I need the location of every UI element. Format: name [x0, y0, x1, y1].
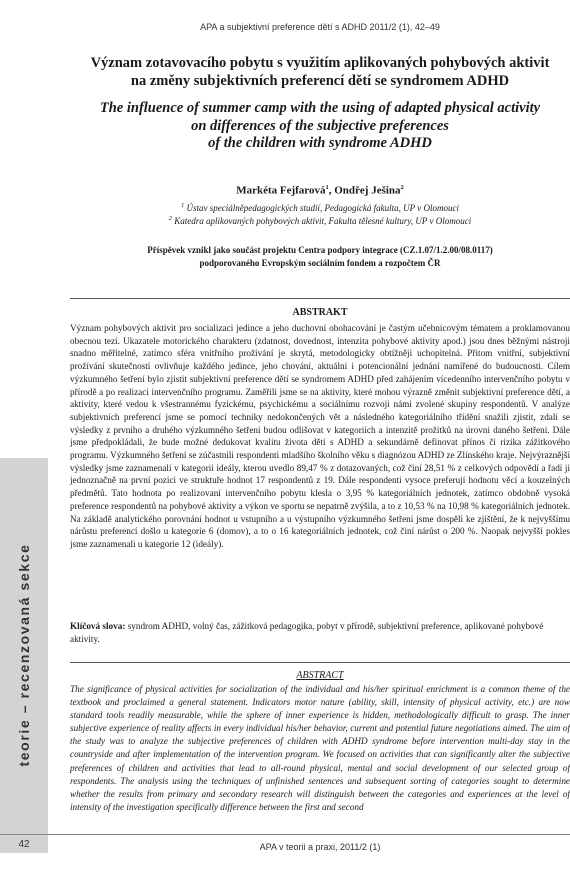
- affiliation: [70, 215, 570, 226]
- divider: [70, 298, 570, 299]
- author-affil-mark: 2: [400, 184, 404, 191]
- abstract-english: The significance of physical activities for socialization of the individual and his/her spiritual enrichment is a common theme of the textbook and proclaimed a general statement. Indicators motor nature (ability, skill, intensity of physical activity, etc.) are now standard tools readily measurable, while the sphere of inner experience is hidden, methodologically difficult to grasp. The inner subjective experience of reality affects in every individual his/her behavior, current and potential future negotiations aimed. The aim of the study was to analyze the subjective preferences of children with ADHD syndrome before intervention multi-day stay in the countryside and after implementation of the intervention program. We focused on activities that can significantly alter the subjective preferences of children and activities that lead to all-round physical, mental and social development of our selected group of respondents. The analysis using the techniques of unfinished sentences and subsequent sorting of categories sought to determine whether the results from primary and secondary research will distinguish between the categories and experiences at the level of intensity of the investigation specifically difference between the first and second: [70, 684, 570, 812]
- abstract-czech: Význam pohybových aktivit pro socializaci jedince a jeho duchovní obohacování je častým učebnicovým tématem a proklamovanou obecnou tezí. Ukazatele motorického charakteru (zdatnost, dovednost, intenzita pohybové aktivity apod.) jsou dnes běžnými nástroji snadno měřitelné, zatímco sféra vnitřního prožívání je skrytá, metodologicky obtížněji uchopitelná. Přitom vnitřní, subjektivní prožívání skutečností ovlivňuje každého jedince, jeho chování, aktuální i potencionální jednání namířené do budoucnosti. Cílem výzkumného šetření bylo zjistit subjektivní preference dětí se syndromem ADHD před zahájením vícedenního intervenčního pobytu v přírodě a po realizaci intervenčního programu. Zaměřili jsme se na aktivity, které mohou výrazně změnit subjektivní preference dětí, a aktivity, které vedou k všestrannému fyzickému, psychickému a sociálnímu rozvoji námi zvolené skupiny respondentů. V analýze subjektivních preferencí jsme se pomocí techniky nedokončených vět a následného kategoriálního třídění snažili zjistit, zdali se výsledky z prvního a druhého výzkumného šetření budou odlišovat v kategoriích a intenzitě prožitků na úrovni daného šetření. Dále jsme předpokládali, že bude možné dedukovat kvalitu života dětí s ADHD a sekundárně definovat přínos či rizika zážitkového programu. Výzkumného šetření se zúčastnili respondenti mladšího školního věku s diagnózou ADHD ze Zlínského kraje. Nejvýraznější výsledky jsme zaznamenali v kategorii ideály, kterou uvedlo 89,47 % z dotazovaných, což činí 28,51 % z celkových odpovědí a řadí ji jednoznačně na první pozici ve struktuře hodnot 17 respondentů z 19. Dále respondenti vysoce preferují hodnotu věcí a kouzelných předmětů. Tato hodnota po realizovaní intervenčního pobytu klesla o 3,95 % kategoriálních jednotek, zatímco obdobně vysoká preference respondentů na pohybové aktivity a výkon ve sportu se nepatrně zvýšila, a to z 10,53 % na 10,98 % kategoriálních jednotek. Na základě analytického porovnání hodnot u vstupního a u výstupního výzkumného šetření jsme dospěli ke zjištění, že k nejvyššímu nárůstu preferencí došlo u kategorie 6 (domov), a to o 16 kategoriálních jednotek, což činí nárůst o 200 %. Naopak nejvyšší pokles jsme zaznamenali u kategorie 12 (ideály).: [70, 323, 570, 549]
- affiliation: [70, 202, 570, 213]
- project-note-line: Příspěvek vznikl jako součást projektu Centra podpory integrace (CZ.1.07/1.2.00/08.0117): [147, 245, 493, 255]
- project-note-line: podporovaného Evropským sociálním fondem a rozpočtem ČR: [199, 258, 441, 268]
- keywords-label: Klíčová slova:: [70, 621, 126, 631]
- abstract-heading: ABSTRAKT: [292, 307, 348, 318]
- author-separator: ,: [328, 184, 335, 197]
- affiliation-text: Katedra aplikovaných pohybových aktivit, Fakulta tělesné kultury, UP v Olomouci: [172, 216, 472, 226]
- author-name: Markéta Fejfarová: [236, 184, 326, 197]
- project-note: [70, 244, 570, 270]
- abstract-english-heading: ABSTRACT: [296, 670, 344, 681]
- footer-divider: [0, 834, 570, 835]
- title-english-line: on differences of the subjective preferences: [191, 117, 449, 134]
- page-number: 42: [18, 839, 30, 850]
- affiliation-mark: 1: [180, 202, 185, 209]
- author-affil-mark: 1: [325, 184, 329, 191]
- running-head: APA a subjektivní preference dětí s ADHD 2011/2 (1), 42–49: [200, 22, 440, 32]
- author-name: Ondřej Ješina: [334, 184, 401, 197]
- title-czech-line: Význam zotavovacího pobytu s využitím aplikovaných pohybových aktivit: [90, 55, 550, 71]
- title-english: [70, 100, 570, 153]
- section-sidebar-label: teorie – recenzovaná sekce: [16, 543, 32, 767]
- title-english-line: of the children with syndrome ADHD: [208, 135, 432, 151]
- divider: [70, 662, 570, 663]
- title-czech-line: na změny subjektivních preferencí dětí se syndromem ADHD: [130, 73, 510, 89]
- title-czech: [70, 54, 570, 90]
- title-english-line: The influence of summer camp with the using of adapted physical activity: [99, 100, 541, 116]
- keywords-text: syndrom ADHD, volný čas, zážitková pedagogika, pobyt v přírodě, subjektivní preference, aplikované pohybové aktivity.: [70, 621, 544, 644]
- footer-journal: APA v teorii a praxi, 2011/2 (1): [259, 842, 381, 852]
- authors: [70, 184, 570, 197]
- affiliation-text: Ústav speciálněpedagogických studií, Pedagogická fakulta, UP v Olomouci: [184, 203, 459, 213]
- keywords: [70, 620, 570, 645]
- affiliation-mark: 2: [168, 215, 172, 222]
